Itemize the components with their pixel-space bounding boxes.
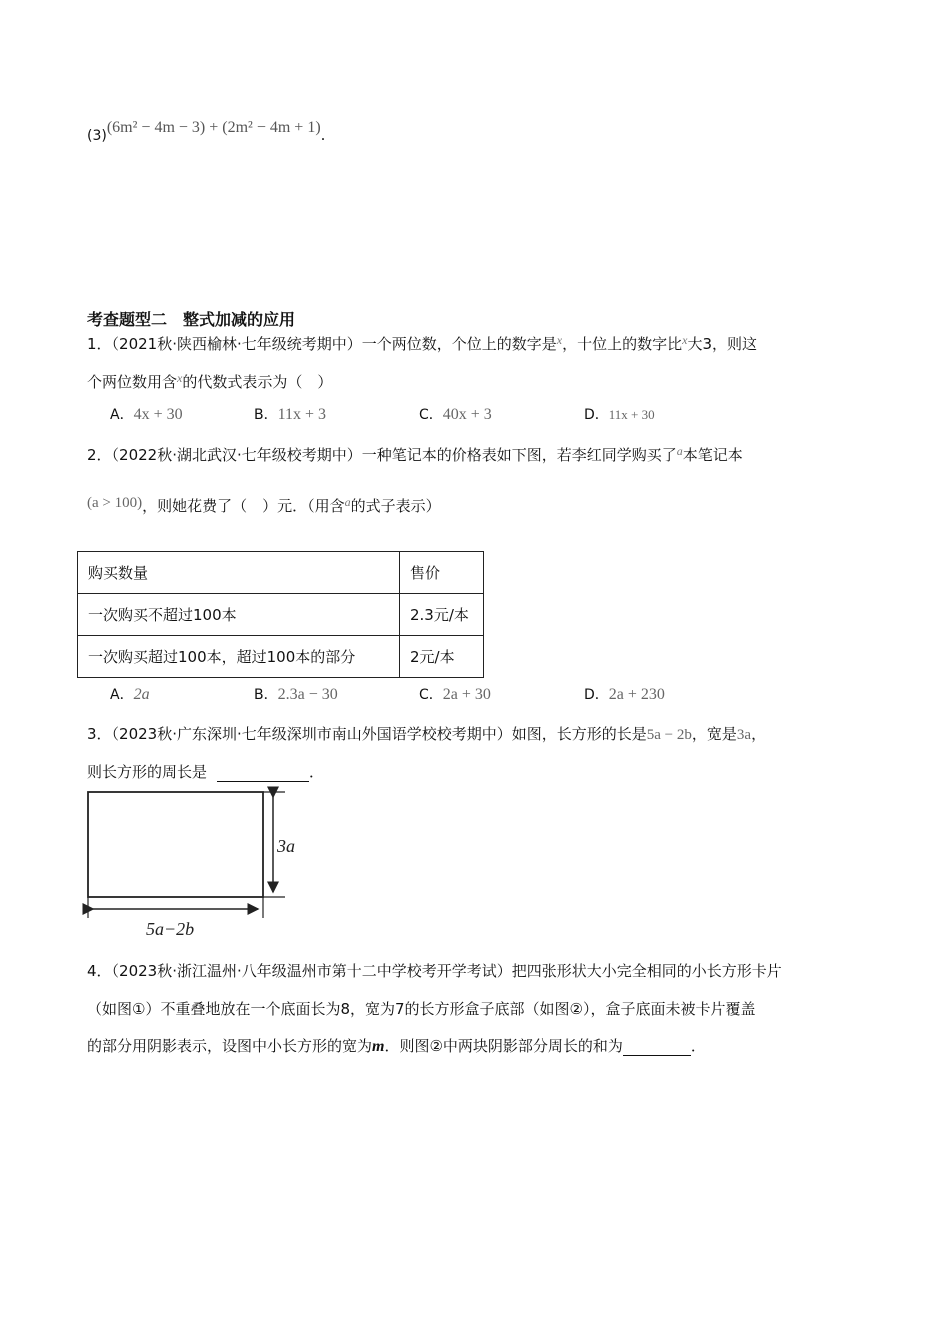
question-text: 大3，则这	[687, 335, 757, 353]
price-table	[77, 551, 484, 678]
question-number: 1．	[87, 335, 112, 353]
option-label: C．	[419, 407, 443, 423]
option-label: D．	[584, 407, 609, 423]
question-text: （2021秋·陕西榆林·七年级统考期中）一个两位数，个位上的数字是	[111, 335, 557, 353]
table-header-cell: 售价	[400, 552, 484, 594]
question-text: 的式子表示）	[350, 497, 441, 515]
section-title: 考查题型二 整式加减的应用	[87, 310, 296, 329]
question-1-line-2	[87, 371, 332, 392]
question-text: （2023秋·浙江温州·八年级温州市第十二中学校考开学考试）把四张形状大小完全相同的小长方形卡片	[111, 962, 782, 980]
length-expression: 5a − 2b	[646, 727, 692, 743]
table-cell: 一次购买超过100本，超过100本的部分	[78, 636, 400, 678]
variable-x: x	[556, 333, 563, 347]
table-header-cell: 购买数量	[78, 552, 400, 594]
question-2-line-2	[87, 495, 441, 516]
table-header-row	[78, 552, 484, 594]
answer-blank[interactable]	[623, 1037, 691, 1056]
question-text: ，十位上的数字比	[562, 335, 683, 353]
condition-expression: (a > 100)	[87, 495, 143, 511]
option-label: C．	[419, 687, 443, 703]
width-expression: 3a	[736, 727, 752, 743]
table-row	[78, 636, 484, 678]
option-label: B．	[254, 407, 278, 423]
question-3-line-1	[87, 723, 766, 744]
question-text: 个两位数用含	[87, 373, 178, 391]
table-cell: 一次购买不超过100本	[78, 594, 400, 636]
option-value: 11x + 30	[608, 407, 655, 422]
question-text: ，	[751, 725, 767, 743]
table-cell: 2元/本	[400, 636, 484, 678]
question-end: ．	[309, 763, 325, 781]
question-text: ，则她花费了（ ）元．（用含	[142, 497, 345, 515]
variable-x: x	[177, 371, 183, 385]
q1-option-d[interactable]	[584, 404, 655, 424]
q1-option-b[interactable]	[254, 404, 326, 424]
question-text: 的代数式表示为（ ）	[182, 373, 333, 391]
option-value: 4x + 30	[133, 406, 183, 423]
q2-option-b[interactable]	[254, 684, 338, 704]
option-label: A．	[110, 407, 134, 423]
question-text: （2023秋·广东深圳·七年级深圳市南山外国语学校校考期中）如图，长方形的长是	[111, 725, 647, 743]
option-label: A．	[110, 687, 134, 703]
question-2-line-1	[87, 444, 743, 465]
question-number: 2．	[87, 446, 112, 464]
question-text: 的部分用阴影表示，设图中小长方形的宽为	[87, 1037, 373, 1055]
question-text: 本笔记本	[682, 446, 743, 464]
question-4-line-3	[87, 1035, 706, 1056]
width-label: 3a	[277, 836, 295, 856]
variable-x: x	[682, 333, 688, 347]
length-label: 5a−2b	[146, 919, 195, 939]
rectangle	[88, 792, 263, 897]
option-value: 2.3a − 30	[277, 686, 338, 703]
sub-question-expression: (6m² − 4m − 3) + (2m² − 4m + 1)	[106, 119, 321, 136]
q2-option-c[interactable]	[419, 684, 491, 704]
question-1-line-1	[87, 333, 757, 354]
q2-option-a[interactable]	[110, 684, 150, 704]
sub-question-end: .	[320, 126, 326, 144]
table-row	[78, 594, 484, 636]
question-number: 4．	[87, 962, 112, 980]
sub-question-label: (3)	[87, 128, 107, 144]
question-text: ．则图②中两块阴影部分周长的和为	[384, 1037, 623, 1055]
option-value: 2a + 230	[608, 686, 665, 703]
q1-option-a[interactable]	[110, 404, 183, 424]
answer-blank[interactable]	[217, 763, 309, 782]
question-text: 则长方形的周长是	[87, 763, 208, 781]
table-cell: 2.3元/本	[400, 594, 484, 636]
option-value: 11x + 3	[277, 406, 327, 423]
question-text: ，宽是	[691, 725, 737, 743]
option-value: 2a	[133, 686, 150, 703]
option-value: 40x + 3	[442, 406, 492, 423]
sub-question-3	[87, 118, 326, 144]
question-text: （如图①）不重叠地放在一个底面长为8，宽为7的长方形盒子底部（如图②），盒子底面未被卡片覆盖	[87, 1000, 756, 1018]
q2-option-d[interactable]	[584, 684, 665, 704]
option-label: D．	[584, 687, 609, 703]
question-end: ．	[690, 1037, 706, 1055]
variable-a: a	[344, 495, 351, 509]
rectangle-figure	[80, 785, 320, 945]
question-3-line-2	[87, 761, 324, 782]
variable-m: m	[372, 1038, 385, 1055]
question-4-line-1	[87, 960, 782, 981]
variable-a: a	[676, 444, 683, 458]
question-4-line-2	[87, 998, 756, 1019]
option-label: B．	[254, 687, 278, 703]
question-number: 3．	[87, 725, 112, 743]
question-text: （2022秋·湖北武汉·七年级校考期中）一种笔记本的价格表如下图，若李红同学购买了	[111, 446, 677, 464]
option-value: 2a + 30	[442, 686, 491, 703]
q1-option-c[interactable]	[419, 404, 492, 424]
